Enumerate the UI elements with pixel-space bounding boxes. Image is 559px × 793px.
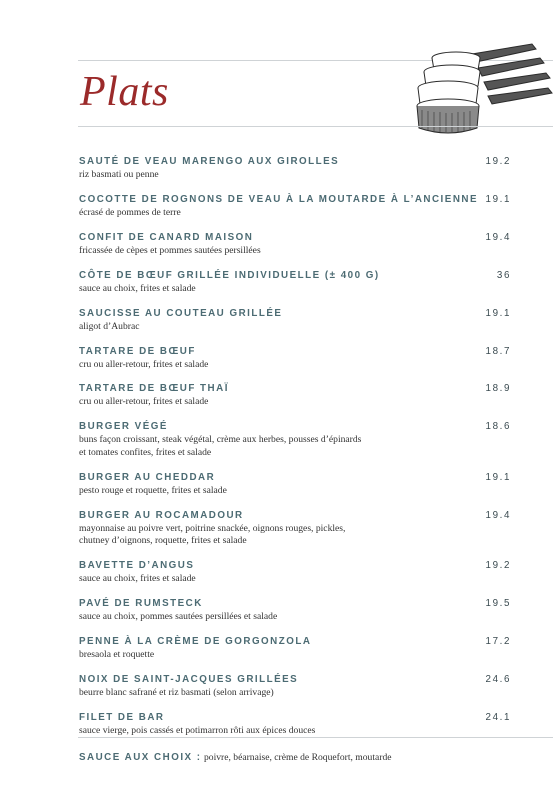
menu-list bbox=[79, 156, 511, 749]
sauce-note bbox=[79, 752, 392, 763]
dish-description: bresaola et roquette bbox=[79, 648, 155, 660]
dish-price: 24.6 bbox=[485, 673, 511, 685]
dish-description: riz basmati ou penne bbox=[79, 169, 159, 180]
menu-item bbox=[79, 472, 511, 497]
dish-price: 24.1 bbox=[485, 711, 511, 723]
saucepans-illustration bbox=[414, 40, 554, 138]
dish-description: buns façon croissant, steak végétal, crème aux herbes, pousses d’épinards bbox=[79, 434, 362, 446]
menu-item bbox=[79, 598, 511, 623]
menu-item bbox=[79, 270, 511, 295]
dish-description: mayonnaise au poivre vert, poitrine snackée, oignons rouges, pickles, bbox=[79, 522, 346, 534]
dish-name: SAUTÉ DE VEAU MARENGO AUX GIROLLES bbox=[79, 156, 340, 167]
dish-price: 19.1 bbox=[485, 307, 511, 319]
dish-price: 36 bbox=[496, 269, 511, 281]
dish-name: BURGER AU ROCAMADOUR bbox=[79, 509, 244, 521]
dish-description: beurre blanc safrané et riz basmati (selon arrivage) bbox=[79, 686, 274, 698]
dish-description: sauce au choix, frites et salade bbox=[79, 572, 196, 584]
page-title: Plats bbox=[80, 69, 169, 115]
footer-divider bbox=[78, 737, 553, 738]
menu-item bbox=[79, 636, 511, 661]
dish-description: pesto rouge et roquette, frites et salade bbox=[79, 484, 227, 496]
dish-name: CÔTE DE BŒUF GRILLÉE INDIVIDUELLE (± 400 G) bbox=[79, 269, 380, 281]
dish-description: sauce au choix, frites et salade bbox=[79, 282, 196, 294]
dish-name: TARTARE DE BŒUF bbox=[79, 345, 196, 357]
dish-name: SAUCISSE AU COUTEAU GRILLÉE bbox=[79, 307, 283, 319]
dish-name: COCOTTE DE ROGNONS DE VEAU À LA MOUTARDE À L’ANCIENNE bbox=[79, 193, 478, 205]
menu-item bbox=[79, 308, 511, 333]
menu-item bbox=[79, 194, 511, 219]
dish-description: sauce vierge, pois cassés et potimarron rôti aux épices douces bbox=[79, 724, 316, 736]
dish-name: BAVETTE D’ANGUS bbox=[79, 559, 195, 571]
header-divider bbox=[78, 126, 553, 127]
dish-description: fricassée de cèpes et pommes sautées persillées bbox=[79, 244, 261, 256]
dish-price: 18.9 bbox=[485, 383, 511, 395]
dish-description: écrasé de pommes de terre bbox=[79, 206, 181, 218]
dish-name: PAVÉ DE RUMSTECK bbox=[79, 597, 203, 609]
menu-item bbox=[79, 421, 511, 459]
dish-description: sauce au choix, pommes sautées persillées et salade bbox=[79, 610, 278, 622]
sauce-label: SAUCE AUX CHOIX : bbox=[79, 752, 202, 763]
dish-price: 19.2 bbox=[485, 156, 511, 167]
dish-description: chutney d’oignons, roquette, frites et salade bbox=[79, 534, 247, 546]
sauce-text: poivre, béarnaise, crème de Roquefort, moutarde bbox=[201, 752, 392, 763]
dish-price: 19.4 bbox=[485, 509, 511, 521]
dish-name: PENNE À LA CRÈME DE GORGONZOLA bbox=[79, 635, 312, 647]
dish-price: 19.4 bbox=[485, 231, 511, 243]
menu-item bbox=[79, 383, 511, 408]
dish-price: 19.1 bbox=[485, 471, 511, 483]
dish-description: aligot d’Aubrac bbox=[79, 320, 140, 332]
dish-name: BURGER AU CHEDDAR bbox=[79, 471, 216, 483]
menu-item bbox=[79, 674, 511, 699]
menu-item bbox=[79, 232, 511, 257]
dish-name: FILET DE BAR bbox=[79, 711, 165, 723]
dish-description: cru ou aller-retour, frites et salade bbox=[79, 396, 209, 408]
dish-name: NOIX DE SAINT-JACQUES GRILLÉES bbox=[79, 673, 299, 685]
menu-item bbox=[79, 560, 511, 585]
menu-item bbox=[79, 156, 511, 181]
menu-item bbox=[79, 712, 511, 737]
dish-name: BURGER VÉGÉ bbox=[79, 421, 168, 433]
dish-price: 18.6 bbox=[485, 421, 511, 433]
dish-price: 19.2 bbox=[485, 559, 511, 571]
dish-name: TARTARE DE BŒUF THAÏ bbox=[79, 383, 229, 395]
dish-description: et tomates confites, frites et salade bbox=[79, 446, 212, 458]
menu-item bbox=[79, 346, 511, 371]
dish-name: CONFIT DE CANARD MAISON bbox=[79, 231, 254, 243]
dish-price: 19.5 bbox=[485, 597, 511, 609]
dish-description: cru ou aller-retour, frites et salade bbox=[79, 358, 209, 370]
dish-price: 18.7 bbox=[485, 345, 511, 357]
dish-price: 17.2 bbox=[485, 635, 511, 647]
dish-price: 19.1 bbox=[485, 193, 511, 205]
menu-item bbox=[79, 510, 511, 548]
